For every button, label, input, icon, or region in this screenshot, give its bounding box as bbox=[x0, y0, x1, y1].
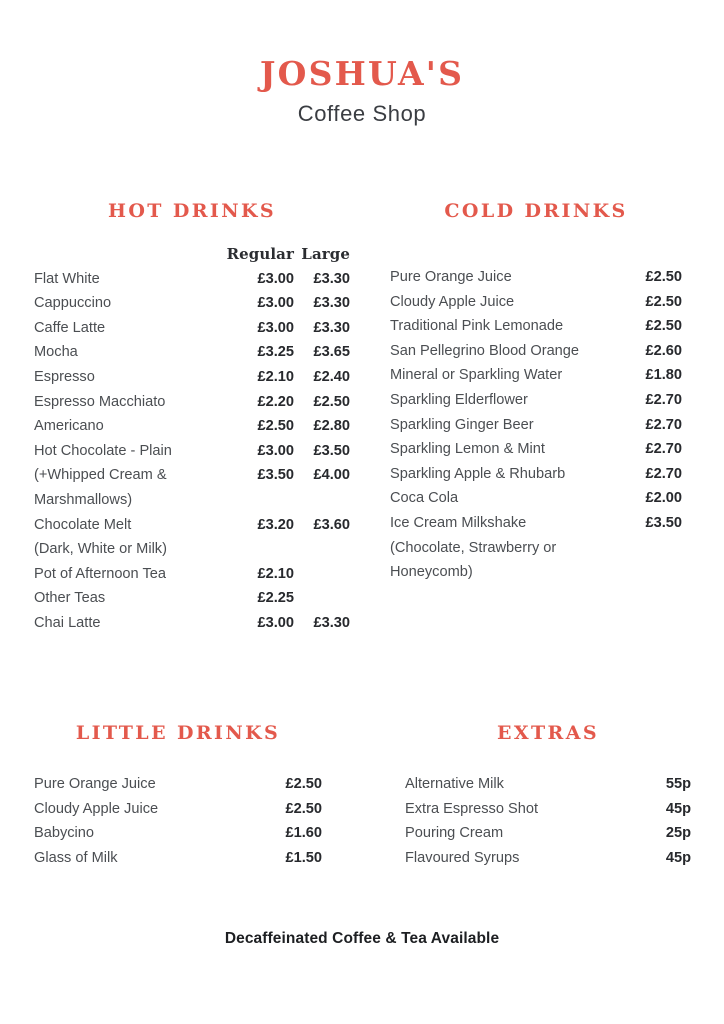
hot-drinks-table bbox=[34, 242, 350, 636]
table-row bbox=[405, 846, 691, 871]
shop-name: JOSHUA'S bbox=[259, 54, 465, 93]
menu-item-price-regular: £2.25 bbox=[257, 590, 294, 607]
menu-item-name: Ice Cream Milkshake bbox=[390, 514, 527, 531]
menu-item-name: Sparkling Apple & Rhubarb bbox=[390, 465, 566, 482]
shop-subtitle: Coffee Shop bbox=[297, 100, 427, 126]
menu-item-name: Caffe Latte bbox=[34, 319, 106, 336]
table-row bbox=[34, 414, 350, 439]
little-drinks-table bbox=[34, 772, 322, 870]
menu-item-name: Sparkling Elderflower bbox=[390, 391, 528, 408]
menu-item-price-regular: £2.10 bbox=[257, 368, 294, 385]
menu-item-name: Coca Cola bbox=[390, 490, 459, 507]
table-row bbox=[34, 365, 350, 390]
menu-item-price: £2.60 bbox=[645, 342, 682, 359]
menu-item-name: Alternative Milk bbox=[405, 776, 504, 792]
table-row bbox=[390, 413, 682, 438]
menu-item-price-regular: £3.00 bbox=[257, 319, 294, 336]
menu-item-name: Hot Chocolate - Plain bbox=[34, 442, 172, 459]
table-row bbox=[34, 586, 350, 611]
menu-item-price: £2.50 bbox=[285, 800, 322, 817]
menu-item-name: Honeycomb) bbox=[390, 564, 473, 581]
table-row bbox=[390, 265, 682, 290]
table-row bbox=[390, 388, 682, 413]
table-row bbox=[390, 314, 682, 339]
table-row bbox=[34, 821, 322, 846]
table-row bbox=[34, 562, 350, 587]
menu-item-name: Pouring Cream bbox=[405, 825, 504, 842]
menu-item-price: £2.70 bbox=[645, 441, 682, 458]
menu-item-price: £2.50 bbox=[645, 269, 682, 285]
table-row bbox=[390, 339, 682, 364]
section-little-drinks bbox=[34, 722, 322, 870]
menu-item-name: Marshmallows) bbox=[34, 491, 133, 508]
menu-item-name: Flat White bbox=[34, 270, 100, 287]
column-header-1: Regular bbox=[226, 245, 294, 263]
menu-item-price-large: £3.30 bbox=[313, 295, 350, 312]
table-row bbox=[34, 846, 322, 871]
table-row bbox=[34, 291, 350, 316]
menu-item-price bbox=[594, 536, 682, 561]
menu-item-price-regular: £3.20 bbox=[257, 516, 294, 533]
hot-drinks-column-header-row bbox=[34, 242, 350, 267]
menu-item-price-large bbox=[294, 488, 350, 513]
menu-header bbox=[0, 56, 724, 127]
menu-item-price: £1.60 bbox=[285, 825, 322, 842]
menu-item-price-regular: £3.50 bbox=[257, 467, 294, 484]
hot-drinks-heading: HOT DRINKS bbox=[107, 200, 276, 222]
menu-item-name: (+Whipped Cream & bbox=[34, 467, 167, 484]
menu-item-price: £1.80 bbox=[645, 367, 682, 384]
table-row bbox=[34, 611, 350, 636]
menu-item-name: Espresso Macchiato bbox=[34, 393, 166, 410]
menu-item-price-regular: £3.00 bbox=[257, 270, 294, 287]
table-row bbox=[390, 437, 682, 462]
menu-item-price-large: £4.00 bbox=[313, 467, 350, 484]
menu-item-price: £2.70 bbox=[645, 465, 682, 482]
menu-item-price-regular: £3.00 bbox=[257, 614, 294, 631]
table-row bbox=[390, 511, 682, 536]
menu-item-price: £1.50 bbox=[285, 849, 322, 866]
menu-item-price: 55p bbox=[665, 776, 691, 792]
hot-drinks-heading-wrap bbox=[34, 200, 350, 222]
menu-item-price-large: £3.30 bbox=[313, 614, 350, 631]
menu-item-price-regular bbox=[222, 488, 294, 513]
cold-drinks-heading-wrap bbox=[390, 200, 682, 222]
table-row bbox=[390, 290, 682, 315]
menu-item-name: Sparkling Ginger Beer bbox=[390, 416, 534, 433]
menu-item-name: Traditional Pink Lemonade bbox=[390, 318, 564, 335]
table-row bbox=[390, 363, 682, 388]
menu-item-price-regular bbox=[222, 537, 294, 562]
menu-item-name: San Pellegrino Blood Orange bbox=[390, 342, 580, 359]
menu-item-price-large: £3.30 bbox=[313, 270, 350, 287]
table-row bbox=[405, 772, 691, 797]
table-row bbox=[390, 560, 682, 585]
little-drinks-body bbox=[34, 772, 322, 870]
menu-item-name: Sparkling Lemon & Mint bbox=[390, 441, 545, 458]
menu-item-name: Americano bbox=[34, 418, 104, 435]
menu-item-price: £2.50 bbox=[285, 776, 322, 792]
menu-item-name: Chai Latte bbox=[34, 614, 101, 631]
table-row bbox=[405, 797, 691, 822]
menu-item-name: Babycino bbox=[34, 825, 95, 842]
table-row bbox=[390, 486, 682, 511]
menu-item-price: £2.50 bbox=[645, 318, 682, 335]
table-row bbox=[34, 267, 350, 292]
menu-item-name: Extra Espresso Shot bbox=[405, 800, 539, 817]
table-row bbox=[34, 316, 350, 341]
menu-item-price: £2.00 bbox=[645, 490, 682, 507]
menu-item-price-regular: £3.25 bbox=[257, 344, 294, 361]
menu-item-price-regular: £2.10 bbox=[257, 565, 294, 582]
menu-item-price-large: £3.50 bbox=[313, 442, 350, 459]
section-cold-drinks bbox=[390, 200, 682, 585]
spacer-cell bbox=[34, 242, 222, 267]
menu-item-name: Cloudy Apple Juice bbox=[390, 293, 515, 310]
menu-item-price-regular: £2.20 bbox=[257, 393, 294, 410]
table-row bbox=[34, 390, 350, 415]
menu-item-price-large bbox=[294, 562, 350, 587]
menu-item-name: Pure Orange Juice bbox=[390, 269, 512, 285]
extras-heading: EXTRAS bbox=[496, 722, 599, 744]
table-row bbox=[390, 536, 682, 561]
menu-item-price-large bbox=[294, 537, 350, 562]
menu-item-price-large: £2.50 bbox=[313, 393, 350, 410]
menu-item-price-regular: £3.00 bbox=[257, 295, 294, 312]
menu-item-name: Chocolate Melt bbox=[34, 516, 132, 533]
menu-item-name: Mocha bbox=[34, 344, 78, 361]
menu-item-price: £2.70 bbox=[645, 416, 682, 433]
menu-item-price-large: £2.80 bbox=[313, 418, 350, 435]
menu-item-name: Flavoured Syrups bbox=[405, 849, 520, 866]
menu-item-name: Espresso bbox=[34, 368, 95, 385]
menu-item-name: (Chocolate, Strawberry or bbox=[390, 539, 557, 556]
table-row bbox=[34, 772, 322, 797]
section-extras bbox=[405, 722, 691, 870]
extras-body bbox=[405, 772, 691, 870]
extras-table bbox=[405, 772, 691, 870]
cold-drinks-table bbox=[390, 265, 682, 585]
menu-item-name: Glass of Milk bbox=[34, 849, 118, 866]
menu-item-price-regular: £3.00 bbox=[257, 442, 294, 459]
extras-heading-wrap bbox=[405, 722, 691, 744]
hot-drinks-body bbox=[34, 242, 350, 636]
menu-item-price-large: £3.60 bbox=[313, 516, 350, 533]
section-hot-drinks bbox=[34, 200, 350, 636]
menu-item-price: 45p bbox=[665, 849, 691, 866]
little-drinks-heading: LITTLE DRINKS bbox=[75, 722, 281, 744]
menu-item-price-large: £3.30 bbox=[313, 319, 350, 336]
table-row bbox=[34, 797, 322, 822]
menu-item-price-large bbox=[294, 586, 350, 611]
cold-drinks-body bbox=[390, 265, 682, 585]
table-row bbox=[34, 439, 350, 464]
menu-item-price bbox=[594, 560, 682, 585]
table-row bbox=[34, 537, 350, 562]
menu-item-price: 25p bbox=[665, 825, 691, 842]
menu-item-name: (Dark, White or Milk) bbox=[34, 541, 167, 558]
table-row bbox=[405, 821, 691, 846]
cold-drinks-heading: COLD DRINKS bbox=[444, 200, 628, 222]
menu-item-name: Other Teas bbox=[34, 590, 106, 607]
menu-item-price: £2.50 bbox=[645, 293, 682, 310]
menu-item-name: Pure Orange Juice bbox=[34, 776, 156, 792]
footer-note: Decaffeinated Coffee & Tea Available bbox=[224, 930, 500, 947]
column-header-2: Large bbox=[301, 245, 350, 263]
menu-item-price-regular: £2.50 bbox=[257, 418, 294, 435]
menu-item-name: Mineral or Sparkling Water bbox=[390, 367, 563, 384]
menu-item-price: 45p bbox=[665, 800, 691, 817]
menu-item-price-large: £3.65 bbox=[313, 344, 350, 361]
menu-item-name: Cappuccino bbox=[34, 295, 112, 312]
menu-item-name: Cloudy Apple Juice bbox=[34, 800, 159, 817]
table-row bbox=[390, 462, 682, 487]
table-row bbox=[34, 488, 350, 513]
little-drinks-heading-wrap bbox=[34, 722, 322, 744]
table-row bbox=[34, 513, 350, 538]
menu-item-name: Pot of Afternoon Tea bbox=[34, 565, 166, 582]
menu-item-price-large: £2.40 bbox=[313, 368, 350, 385]
menu-item-price: £2.70 bbox=[645, 391, 682, 408]
menu-item-price: £3.50 bbox=[645, 514, 682, 531]
table-row bbox=[34, 340, 350, 365]
table-row bbox=[34, 463, 350, 488]
